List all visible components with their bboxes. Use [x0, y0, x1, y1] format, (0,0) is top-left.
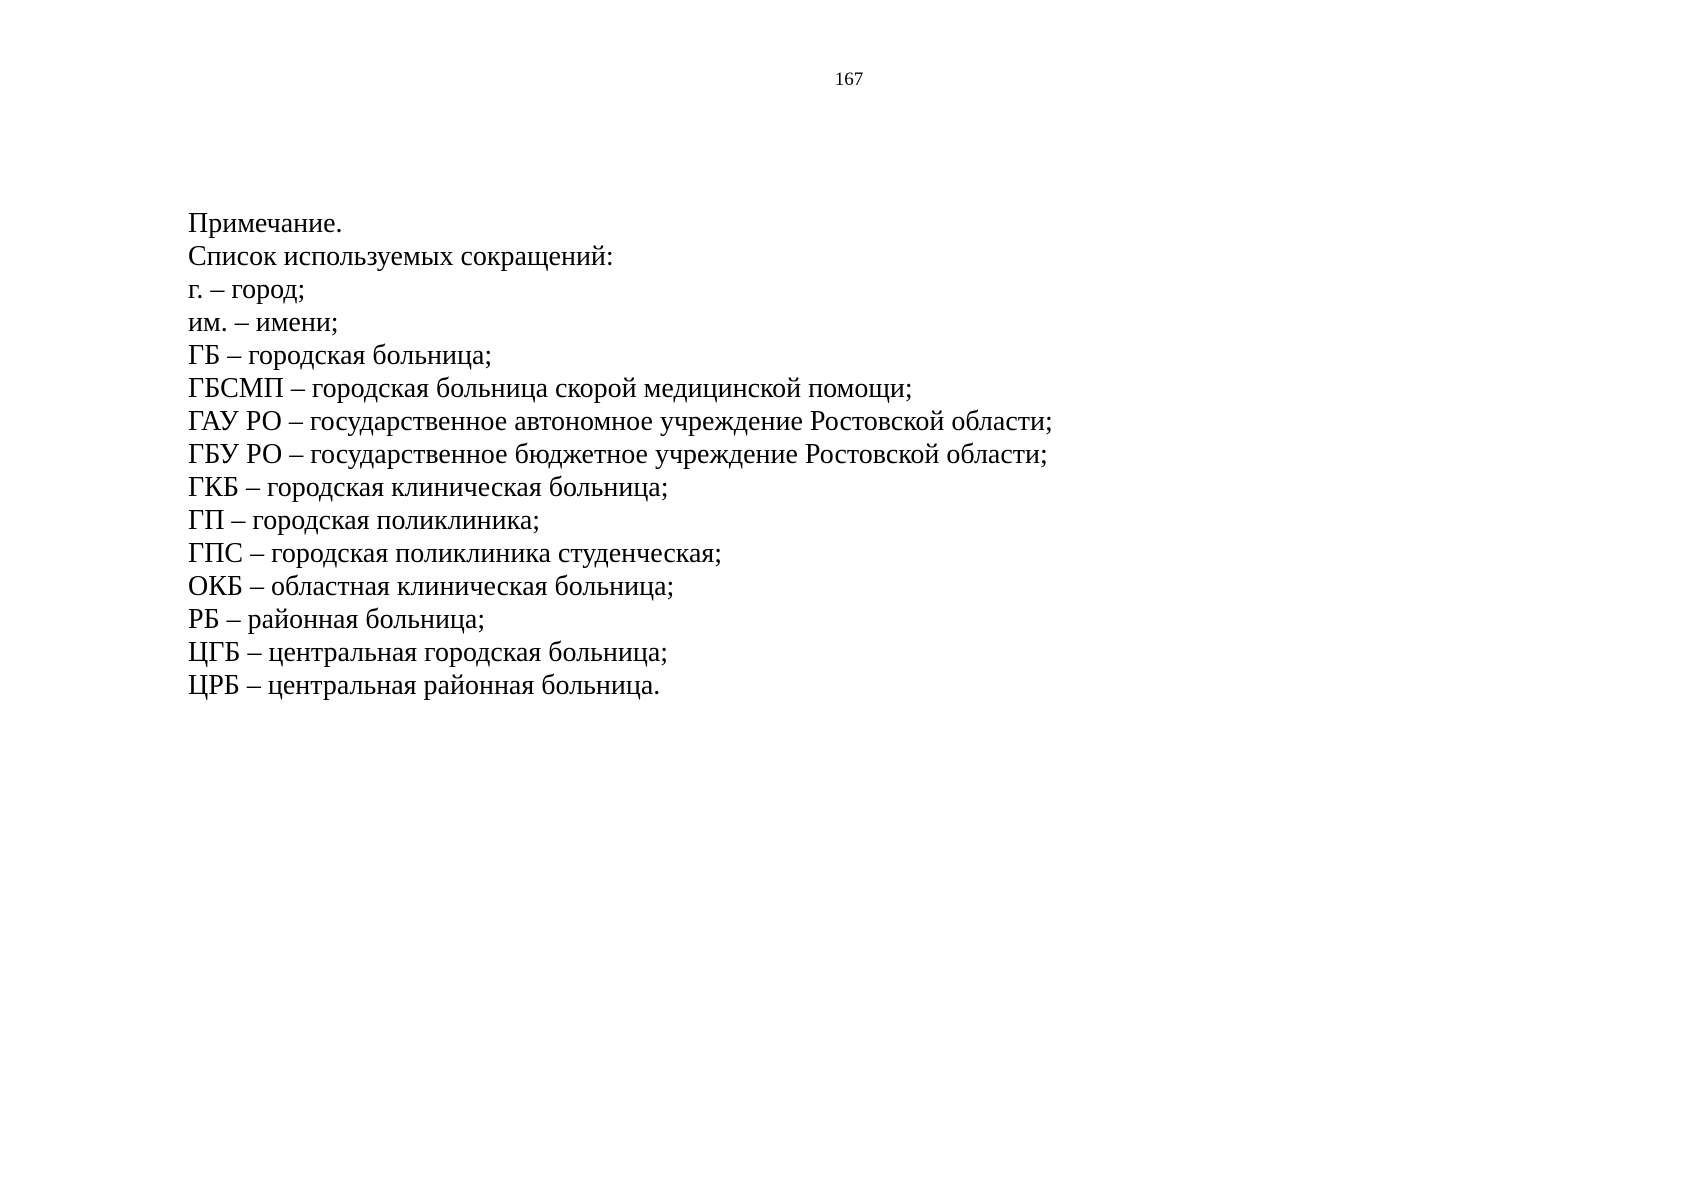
- abbreviation-item: ГБСМП – городская больница скорой медицинской помощи;: [188, 373, 913, 404]
- abbreviation-item: ГПС – городская поликлиника студенческая;: [188, 538, 723, 569]
- abbreviation-item: ЦГБ – центральная городская больница;: [188, 637, 669, 668]
- abbreviation-item: г. – город;: [188, 274, 306, 305]
- abbreviation-item: ГБ – городская больница;: [188, 340, 493, 371]
- abbreviations-note: [188, 207, 1488, 702]
- abbreviation-item: ГКБ – городская клиническая больница;: [188, 472, 669, 503]
- abbreviation-item: им. – имени;: [188, 307, 339, 338]
- abbreviation-item: ЦРБ – центральная районная больница.: [188, 670, 661, 701]
- abbreviation-item: ГАУ РО – государственное автономное учреждение Ростовской области;: [188, 406, 1053, 437]
- abbreviation-item: РБ – районная больница;: [188, 604, 486, 635]
- page-number: 167: [834, 69, 864, 90]
- note-intro: Список используемых сокращений:: [188, 241, 614, 272]
- abbreviation-item: ОКБ – областная клиническая больница;: [188, 571, 675, 602]
- note-title: Примечание.: [188, 208, 343, 239]
- abbreviation-item: ГБУ РО – государственное бюджетное учреждение Ростовской области;: [188, 439, 1048, 470]
- abbreviation-item: ГП – городская поликлиника;: [188, 505, 541, 536]
